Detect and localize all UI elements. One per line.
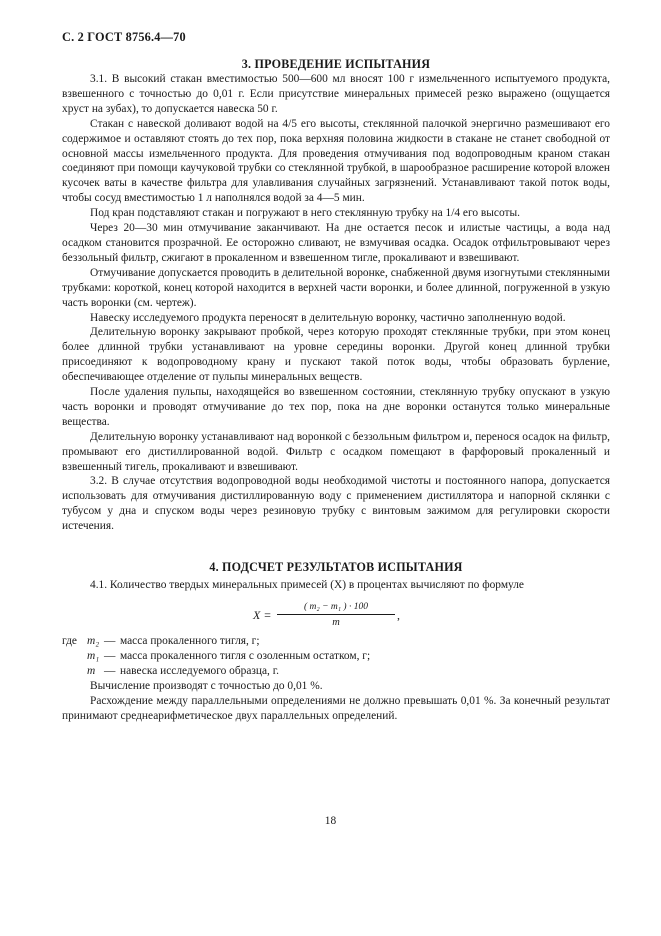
paragraph: Под кран подставляют стакан и погружают в него стеклянную трубку на 1/4 его высоты. (90, 207, 520, 220)
formula-lhs: X = (253, 608, 272, 622)
definition-dash: — (104, 635, 116, 647)
definition-symbol: m (87, 665, 96, 677)
paragraph: Делительную воронку устанавливают над воронкой с беззольным фильтром и, перенося осадок на фильтр, промывают его дистиллированной водой. Фильтр с осадком помещают в фарфоровый прокаленный и взвешенный тигель, прокаливают и взвешивают. (62, 430, 610, 473)
formula-fraction-bar (277, 614, 395, 615)
definition-text: масса прокаленного тигля, г; (120, 635, 260, 647)
paragraph: Навеску исследуемого продукта переносят в делительную воронку, частично заполненную водой. (90, 311, 566, 324)
paragraph: 3.1. В высокий стакан вместимостью 500—600 мл вносят 100 г измельченного испытуемого продукта, взвешенного с точностью до 0,01 г. Если присутствие минеральных примесей резко выражено (ощущается хруст на зубах), то допускается навеска 50 г. (62, 73, 610, 115)
paragraph: Расхождение между параллельными определениями не должно превышать 0,01 %. За конечный результат принимают среднеарифметическое двух параллельных определений. (62, 694, 610, 722)
variable-definitions (62, 634, 610, 679)
paragraph: Стакан с навеской доливают водой на 4/5 его высоты, стеклянной палочкой энергично размешивают его содержимое и оставляют стоять до тех пор, пока верхняя половина жидкости в стакане не станет свободной от основной массы измельченного продукта. Для проведения отмучивания под водопроводным краном стакан соединяют при помощи каучуковой трубки со стеклянной трубкой, в шарообразное расширение которой вложен кусочек ваты в качестве фильтра для улавливания случайных загрязнений. Устанавливают такой поток воды, чтобы сосуд вместимостью 1 л наполнялся водой за 4—5 мин. (62, 117, 610, 205)
paragraph: После удаления пульпы, находящейся во взвешенном состоянии, стеклянную трубку опускают в узкую часть воронки и проводят отмучивание до тех пор, пока на дне воронки останутся только минеральные вещества. (62, 386, 610, 428)
definition-text: масса прокаленного тигля с озоленным остатком, г; (120, 650, 371, 662)
definition-row (62, 634, 610, 649)
definition-dash: — (104, 665, 116, 677)
section-4-body (62, 679, 610, 724)
definition-symbol: m₂ (87, 635, 100, 647)
section-3-body (62, 72, 610, 534)
definition-row (62, 664, 610, 679)
paragraph: Отмучивание допускается проводить в делительной воронке, снабженной двумя изогнутыми стеклянными трубками: короткой, конец которой находится в верхней части воронки, и более длинной, погруженной в узкую часть воронки (см. чертеж). (62, 266, 610, 309)
definition-dash: — (104, 650, 116, 662)
paragraph: Вычисление производят с точностью до 0,01 %. (90, 680, 323, 692)
formula-denominator: m (332, 617, 340, 628)
formula-numerator: ( m₂ − m₁ ) · 100 (304, 602, 368, 612)
section-4-title: 4. ПОДСЧЕТ РЕЗУЛЬТАТОВ ИСПЫТАНИЯ (209, 560, 463, 574)
formula-comma: , (397, 608, 400, 622)
section-3-title: 3. ПРОВЕДЕНИЕ ИСПЫТАНИЯ (241, 57, 431, 71)
definition-text: навеска исследуемого образца, г. (120, 665, 279, 677)
definition-symbol: m₁ (87, 650, 100, 662)
paragraph: 3.2. В случае отсутствия водопроводной воды необходимой чистоты и постоянного напора, допускается использовать для отмучивания дистиллированную воду с применением дистиллятора и напорной склянки с тубусом у дна и спуском воды через резиновую трубку с винтовым зажимом для регулировки скорости истечения. (62, 475, 610, 533)
paragraph: 4.1. Количество твердых минеральных примесей (X) в процентах вычисляют по формуле (90, 579, 524, 591)
page-number: 18 (324, 815, 337, 827)
where-lead: где (62, 635, 77, 647)
formula (253, 601, 413, 631)
paragraph: Через 20—30 мин отмучивание заканчивают. На дне остается песок и илистые частицы, а вода над осадком становится прозрачной. Ее осторожно сливают, не взмучивая осадка. Осадок отфильтровывают через беззольный фильтр, сжигают в прокаленном и взвешенном тигле, прокаливают и взвешивают. (62, 222, 610, 264)
paragraph: Делительную воронку закрывают пробкой, через которую проходят стеклянные трубки, при этом конец более длинной трубки устанавливают на уровне середины воронки. Другой конец длинной трубки присоединяют к водопроводному крану и пускают такой поток воды, чтобы образовать бурление, обеспечивающее отделение от пульпы минеральных веществ. (62, 326, 610, 384)
page-header: С. 2 ГОСТ 8756.4—70 (62, 30, 186, 44)
definition-row (62, 649, 610, 664)
section-4-intro (62, 578, 610, 593)
